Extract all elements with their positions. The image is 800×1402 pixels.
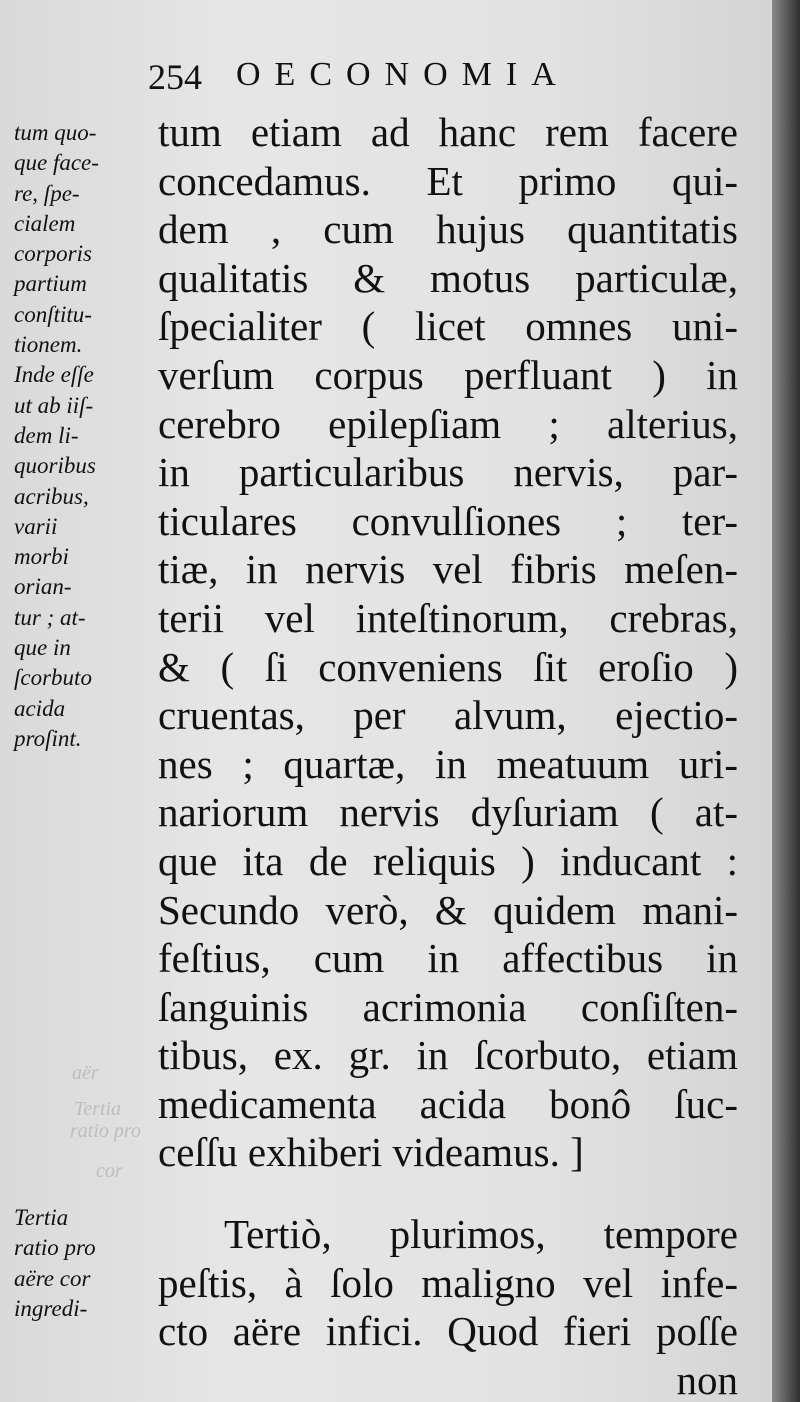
margin-note-2 [14, 1203, 150, 1324]
margin-line: ut ab iiſ- [14, 392, 94, 418]
text-line: dem , cum hujus quantitatis [158, 206, 738, 253]
text-line: cruentas, per alvum, ejectio- [158, 692, 738, 739]
paragraph-2 [158, 1210, 738, 1402]
margin-line: aëre cor [14, 1265, 91, 1291]
text-line: medicamenta acida bonô ſuc- [158, 1080, 738, 1127]
margin-line: acribus, [14, 483, 89, 509]
text-line: nes ; quartæ, in meatuum uri- [158, 740, 738, 787]
show-through-text: cor [96, 1160, 123, 1182]
margin-line: partium [14, 271, 87, 297]
margin-line: ingredi- [14, 1295, 88, 1321]
margin-line: que in [14, 635, 71, 661]
text-line: feſtius, cum in affectibus in [158, 935, 738, 982]
margin-line: orian- [14, 574, 72, 600]
margin-line: tur ; at- [14, 604, 86, 630]
margin-line: proſint. [14, 725, 82, 751]
text-line: concedamus. Et primo qui- [158, 157, 738, 204]
book-gutter [772, 0, 800, 1402]
margin-line: re, ſpe- [14, 180, 80, 206]
show-through-text: aër [72, 1062, 99, 1084]
margin-line: dem li- [14, 422, 79, 448]
text-line: tiæ, in nervis vel fibris meſen- [158, 546, 738, 593]
margin-line: tum quo- [14, 120, 97, 145]
margin-line: que face- [14, 150, 99, 176]
margin-line: ratio pro [14, 1235, 96, 1261]
catchword: non [676, 1356, 738, 1402]
margin-line: tionem. [14, 332, 83, 358]
paragraph-gap [158, 1177, 738, 1210]
text-line: tibus, ex. gr. in ſcorbuto, etiam [158, 1032, 738, 1079]
text-line: nariorum nervis dyſuriam ( at- [158, 789, 738, 836]
text-line: terii vel inteſtinorum, crebras, [158, 594, 738, 641]
margin-line: Tertia [14, 1205, 69, 1230]
margin-line: quoribus [14, 453, 96, 479]
text-line: & ( ſi conveniens ſit eroſio ) [158, 643, 738, 690]
margin-line: conſtitu- [14, 301, 92, 327]
text-line: qualitatis & motus particulæ, [158, 254, 738, 301]
text-line: Secundo verò, & quidem mani- [158, 886, 738, 933]
text-line: ceſſu exhiberi videamus. ] [158, 1129, 584, 1176]
paragraph-1 [158, 108, 738, 1177]
text-line: cto aëre infici. Quod fieri poſſe [158, 1308, 738, 1355]
page-number: 254 [148, 57, 202, 97]
text-line: peſtis, à ſolo maligno vel infe- [158, 1259, 738, 1306]
text-line: ſpecialiter ( licet omnes uni- [158, 303, 738, 350]
main-text [158, 108, 738, 1402]
show-through-text: ratio pro [70, 1120, 141, 1142]
text-line: ticulares convulſiones ; ter- [158, 497, 738, 544]
running-title: OECONOMIA [236, 56, 570, 93]
text-line: in particularibus nervis, par- [158, 449, 738, 496]
margin-line: corporis [14, 241, 92, 267]
margin-line: morbi [14, 544, 69, 570]
margin-line: cialem [14, 210, 76, 236]
text-line: Tertiò, plurimos, tempore [224, 1211, 738, 1258]
margin-line: Inde eſſe [14, 362, 94, 388]
margin-note-1 [14, 118, 150, 754]
margin-line: varii [14, 513, 58, 539]
page-header [148, 48, 628, 96]
margin-line: ſcorbuto [14, 665, 92, 691]
text-line: cerebro epilepſiam ; alterius, [158, 400, 738, 447]
text-line: que ita de reliquis ) inducant : [158, 837, 738, 884]
text-line: tum etiam ad hanc rem facere [158, 109, 738, 155]
show-through-text: Tertia [74, 1098, 122, 1120]
text-line: verſum corpus perfluant ) in [158, 351, 738, 398]
text-line: ſanguinis acrimonia conſiſten- [158, 983, 738, 1030]
margin-line: acida [14, 695, 66, 721]
